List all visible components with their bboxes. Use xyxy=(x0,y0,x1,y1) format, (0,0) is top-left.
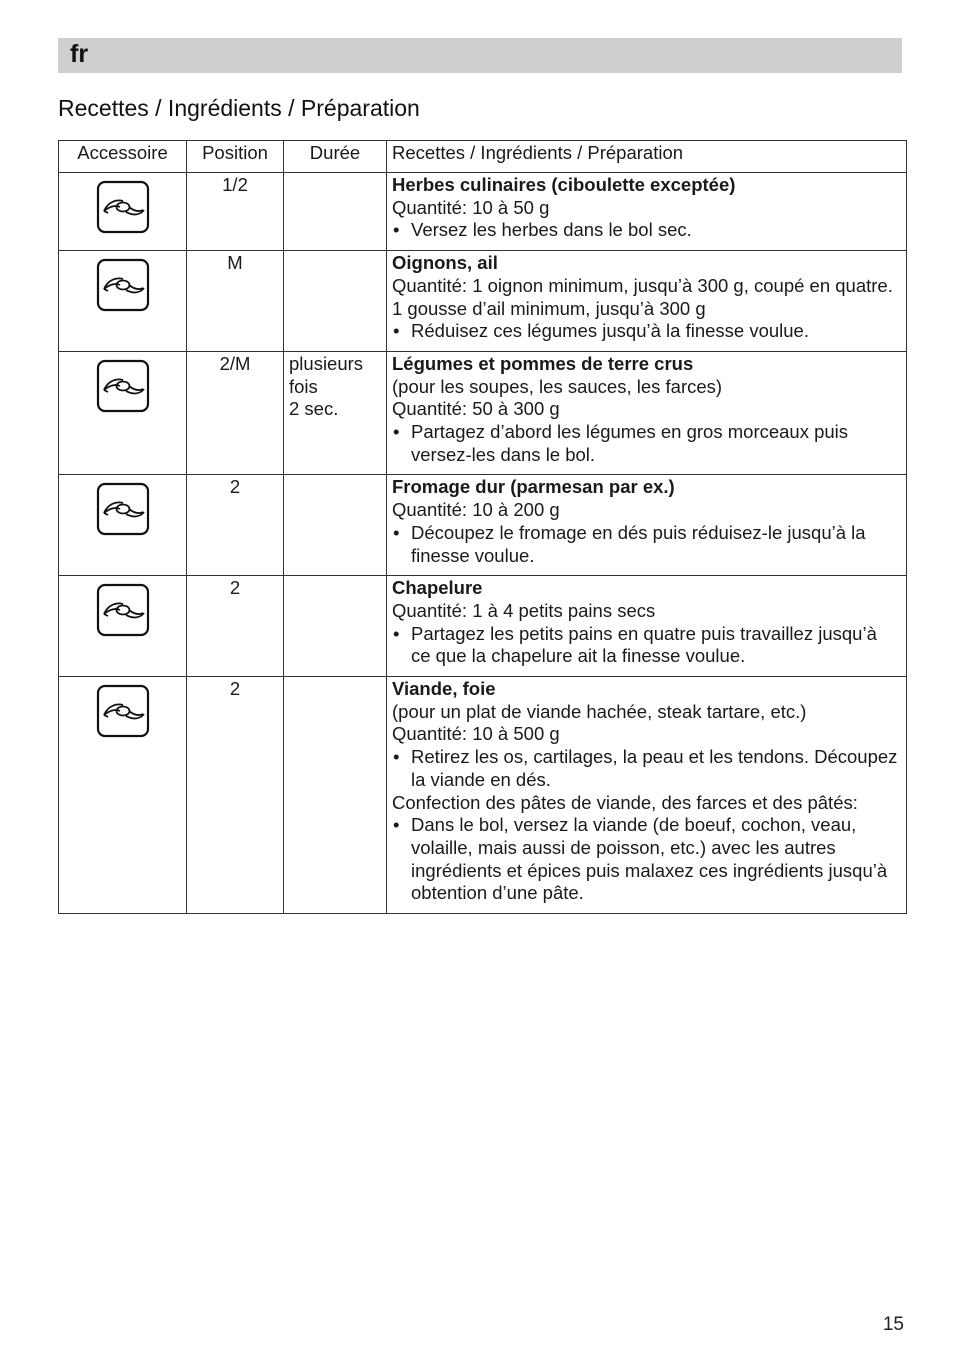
position-cell xyxy=(187,173,284,251)
recipe-line: (pour un plat de viande hachée, steak tartare, etc.) xyxy=(392,700,807,722)
recipe-line: 1 gousse d’ail minimum, jusqu’à 300 g xyxy=(392,297,706,319)
position-cell xyxy=(187,677,284,914)
table-body xyxy=(59,173,907,914)
position-value: M xyxy=(227,252,243,274)
language-bar xyxy=(58,38,902,73)
table-row xyxy=(59,173,907,251)
blade-icon xyxy=(96,684,150,744)
position-cell xyxy=(187,576,284,677)
recipe-bullet: • Retirez les os, cartilages, la peau et les tendons. Découpez la viande en dés. xyxy=(392,746,900,791)
recipe-cell xyxy=(387,475,907,576)
recipe-bullet: • Partagez d’abord les légumes en gros morceaux puis versez-les dans le bol. xyxy=(392,421,900,466)
accessory-cell xyxy=(59,251,187,352)
blade-icon xyxy=(96,359,150,419)
blade-icon xyxy=(96,180,150,240)
recipe-cell xyxy=(387,576,907,677)
position-cell xyxy=(187,251,284,352)
blade-icon xyxy=(96,258,150,318)
recipe-title: Herbes culinaires (ciboulette exceptée) xyxy=(392,174,736,195)
position-value: 2 xyxy=(229,678,241,700)
duration-line: plusieurs xyxy=(289,352,364,374)
accessory-cell xyxy=(59,677,187,914)
duration-cell xyxy=(284,173,387,251)
duration-cell xyxy=(284,351,387,475)
accessory-cell xyxy=(59,351,187,475)
recipe-title: Oignons, ail xyxy=(392,252,498,274)
section-title: Recettes / Ingrédients / Préparation xyxy=(58,95,420,121)
recipe-title: Viande, foie xyxy=(392,678,496,700)
accessory-cell xyxy=(59,173,187,251)
recipe-title: Chapelure xyxy=(392,577,483,599)
recipe-bullet: • Versez les herbes dans le bol sec. xyxy=(392,219,900,242)
recipe-cell xyxy=(387,677,907,914)
position-value: 1/2 xyxy=(222,174,248,195)
position-cell xyxy=(187,475,284,576)
duration-cell xyxy=(284,677,387,914)
duration-cell xyxy=(284,576,387,677)
table-row xyxy=(59,251,907,352)
table-row xyxy=(59,475,907,576)
recipe-cell xyxy=(387,173,907,251)
table-row xyxy=(59,351,907,475)
position-cell xyxy=(187,351,284,475)
duration-line: fois xyxy=(289,375,318,397)
recipe-line: Quantité: 1 oignon minimum, jusqu’à 300 g, coupé en quatre. xyxy=(392,274,893,296)
recipe-title: Fromage dur (parmesan par ex.) xyxy=(392,476,675,498)
table-header-row xyxy=(59,141,907,173)
duration-cell xyxy=(284,251,387,352)
recipe-line: Quantité: 1 à 4 petits pains secs xyxy=(392,599,656,621)
recipe-table xyxy=(58,140,907,914)
table-row xyxy=(59,677,907,914)
position-value: 2/M xyxy=(219,352,251,374)
recipe-bullet: • Dans le bol, versez la viande (de boeuf, cochon, veau, volaille, mais aussi de poisson, etc.) avec les autres ingrédients et épices puis malaxez ces ingrédients jusqu’à obtention d’une pâte. xyxy=(392,814,900,905)
header-recipe: Recettes / Ingrédients / Préparation xyxy=(387,141,907,173)
recipe-line: Confection des pâtes de viande, des farces et des pâtés: xyxy=(392,791,858,813)
recipe-line: Quantité: 10 à 500 g xyxy=(392,723,560,745)
duration-line: 2 sec. xyxy=(289,398,339,420)
position-value: 2 xyxy=(229,577,241,599)
blade-icon xyxy=(96,482,150,542)
recipe-line: Quantité: 10 à 200 g xyxy=(392,499,560,521)
recipe-title: Légumes et pommes de terre crus xyxy=(392,352,694,374)
header-position: Position xyxy=(187,141,284,173)
recipe-cell xyxy=(387,351,907,475)
header-accessory: Accessoire xyxy=(59,141,187,173)
accessory-cell xyxy=(59,576,187,677)
recipe-cell xyxy=(387,251,907,352)
recipe-line: Quantité: 50 à 300 g xyxy=(392,398,560,420)
language-label: fr xyxy=(70,40,89,68)
header-duration: Durée xyxy=(284,141,387,173)
page-number: 15 xyxy=(882,1314,904,1335)
recipe-bullet: • Partagez les petits pains en quatre puis travaillez jusqu’à ce que la chapelure ait la finesse voulue. xyxy=(392,623,900,668)
duration-cell xyxy=(284,475,387,576)
recipe-bullet: • Découpez le fromage en dés puis réduisez-le jusqu’à la finesse voulue. xyxy=(392,522,900,567)
table-row xyxy=(59,576,907,677)
recipe-bullet: • Réduisez ces légumes jusqu’à la finesse voulue. xyxy=(392,320,900,343)
recipe-line: Quantité: 10 à 50 g xyxy=(392,196,550,218)
accessory-cell xyxy=(59,475,187,576)
blade-icon xyxy=(96,583,150,643)
position-value: 2 xyxy=(229,476,241,498)
recipe-line: (pour les soupes, les sauces, les farces) xyxy=(392,375,723,397)
